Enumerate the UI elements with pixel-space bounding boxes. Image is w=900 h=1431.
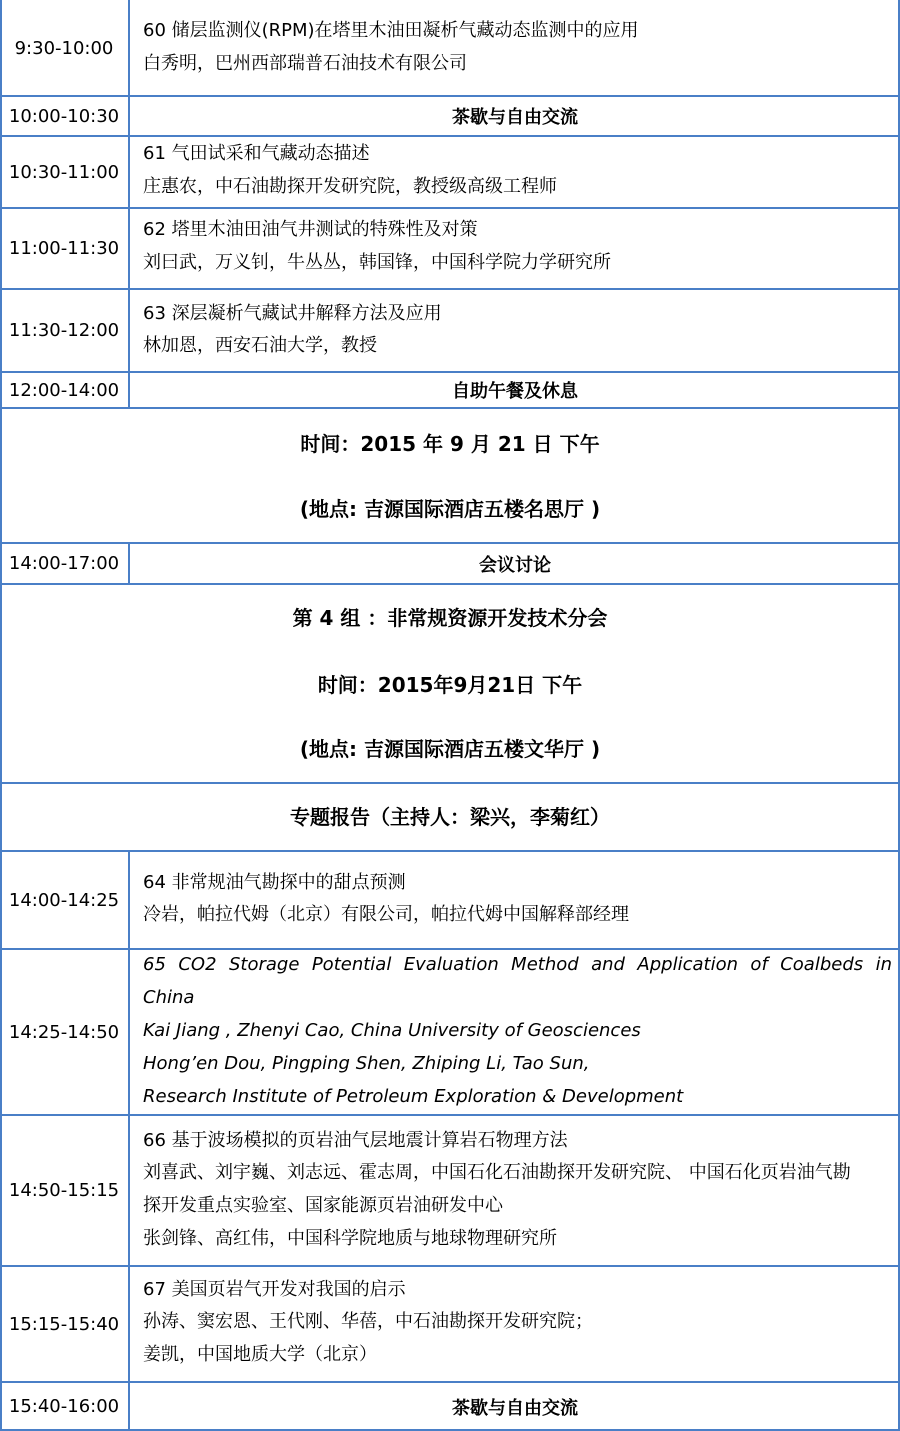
row-divider — [0, 1381, 900, 1383]
session-header — [0, 408, 900, 543]
time-cell: 15:40-16:00 — [8, 1396, 120, 1417]
table-border-left — [0, 0, 2, 1431]
break-label: 茶歇与自由交流 — [452, 1397, 578, 1419]
session-venue: (地点: 吉源国际酒店五楼文华厅 ) — [299, 737, 601, 761]
talk-authors: 林加恩，西安石油大学，教授 — [143, 335, 377, 356]
time-cell: 14:00-17:00 — [8, 553, 120, 574]
row-divider — [0, 782, 900, 784]
row-divider — [0, 135, 900, 137]
row-divider — [0, 407, 900, 409]
talk-title: 65 CO2 Storage Potential Evaluation Method and Application of Coalbeds in — [143, 954, 892, 975]
talk-title: 62 塔里木油田油气井测试的特殊性及对策 — [143, 219, 478, 240]
row-divider — [0, 95, 900, 97]
table-row — [0, 1115, 900, 1266]
talk-cell — [130, 1115, 900, 1266]
session-chairs: 专题报告（主持人：梁兴，李菊红） — [290, 805, 610, 829]
talk-title: 61 气田试采和气藏动态描述 — [143, 143, 370, 164]
row-divider — [0, 207, 900, 209]
time-cell: 14:00-14:25 — [8, 889, 120, 911]
talk-authors: 刘喜武、刘宇巍、刘志远、霍志周，中国石化石油勘探开发研究院、 中国石化页岩油气勘 — [143, 1162, 851, 1183]
table-row — [0, 289, 900, 372]
talk-authors: 冷岩，帕拉代姆（北京）有限公司，帕拉代姆中国解释部经理 — [143, 904, 629, 925]
talk-authors: 白秀明，巴州西部瑞普石油技术有限公司 — [143, 53, 467, 74]
talk-affiliation: Research Institute of Petroleum Exploration & Development — [143, 1086, 684, 1107]
row-divider — [0, 583, 900, 585]
talk-authors: Kai Jiang , Zhenyi Cao, China University of Geosciences — [143, 1020, 641, 1041]
time-cell: 11:30-12:00 — [8, 320, 120, 341]
talk-title: 60 储层监测仪(RPM)在塔里木油田凝析气藏动态监测中的应用 — [143, 20, 639, 41]
session-time: 时间：2015 年 9 月 21 日 下午 — [300, 432, 600, 456]
talk-authors: 刘曰武，万义钊，牛丛丛，韩国锋，中国科学院力学研究所 — [143, 252, 611, 273]
row-divider — [0, 1114, 900, 1116]
time-cell: 12:00-14:00 — [8, 379, 120, 401]
session-header — [0, 584, 900, 783]
time-cell: 11:00-11:30 — [8, 238, 120, 259]
session-time: 时间：2015年9月21日 下午 — [317, 673, 583, 697]
column-divider — [128, 543, 130, 584]
table-row — [0, 543, 900, 584]
row-divider — [0, 542, 900, 544]
talk-title-continued: China — [143, 987, 195, 1008]
column-divider — [128, 851, 130, 1431]
talk-cell — [130, 136, 900, 208]
time-cell: 10:00-10:30 — [8, 105, 120, 127]
table-row — [0, 1266, 900, 1382]
session-header — [0, 783, 900, 851]
session-title: 第 4 组 ：非常规资源开发技术分会 — [292, 606, 608, 630]
talk-authors: 孙涛、窦宏恩、王代刚、华蓓，中石油勘探开发研究院； — [143, 1311, 593, 1332]
talk-cell — [130, 208, 900, 289]
table-row — [0, 1382, 900, 1431]
table-row — [0, 851, 900, 949]
row-divider — [0, 948, 900, 950]
talk-cell — [130, 289, 900, 372]
table-row — [0, 136, 900, 208]
table-row — [0, 949, 900, 1115]
talk-authors: 张剑锋、高红伟，中国科学院地质与地球物理研究所 — [143, 1228, 557, 1249]
break-label: 自助午餐及休息 — [452, 381, 578, 402]
talk-cell — [130, 1266, 900, 1382]
time-cell: 15:15-15:40 — [8, 1313, 120, 1335]
time-cell: 9:30-10:00 — [14, 37, 114, 59]
break-label: 茶歇与自由交流 — [452, 107, 578, 128]
column-divider — [128, 0, 130, 408]
talk-title: 67 美国页岩气开发对我国的启示 — [143, 1279, 406, 1300]
talk-title: 66 基于波场模拟的页岩油气层地震计算岩石物理方法 — [143, 1130, 568, 1151]
table-row — [0, 0, 900, 96]
session-venue: (地点: 吉源国际酒店五楼名思厅 ) — [299, 497, 601, 521]
talk-authors: 姜凯，中国地质大学（北京） — [143, 1344, 377, 1365]
break-label: 会议讨论 — [479, 554, 551, 576]
talk-authors: 庄惠农，中石油勘探开发研究院，教授级高级工程师 — [143, 176, 557, 197]
talk-title: 63 深层凝析气藏试井解释方法及应用 — [143, 303, 442, 324]
talk-authors: Hong’en Dou, Pingping Shen, Zhiping Li, Tao Sun, — [143, 1053, 590, 1074]
time-cell: 14:50-15:15 — [8, 1180, 120, 1201]
row-divider — [0, 288, 900, 290]
talk-cell — [130, 0, 900, 96]
table-row — [0, 96, 900, 136]
table-row — [0, 208, 900, 289]
talk-authors: 探开发重点实验室、国家能源页岩油研发中心 — [143, 1195, 503, 1216]
talk-cell — [130, 851, 900, 949]
row-divider — [0, 850, 900, 852]
talk-title: 64 非常规油气勘探中的甜点预测 — [143, 872, 406, 893]
row-divider — [0, 371, 900, 373]
table-row — [0, 372, 900, 408]
time-cell: 10:30-11:00 — [8, 161, 120, 183]
row-divider — [0, 1265, 900, 1267]
time-cell: 14:25-14:50 — [8, 1021, 120, 1043]
talk-cell — [130, 949, 900, 1115]
